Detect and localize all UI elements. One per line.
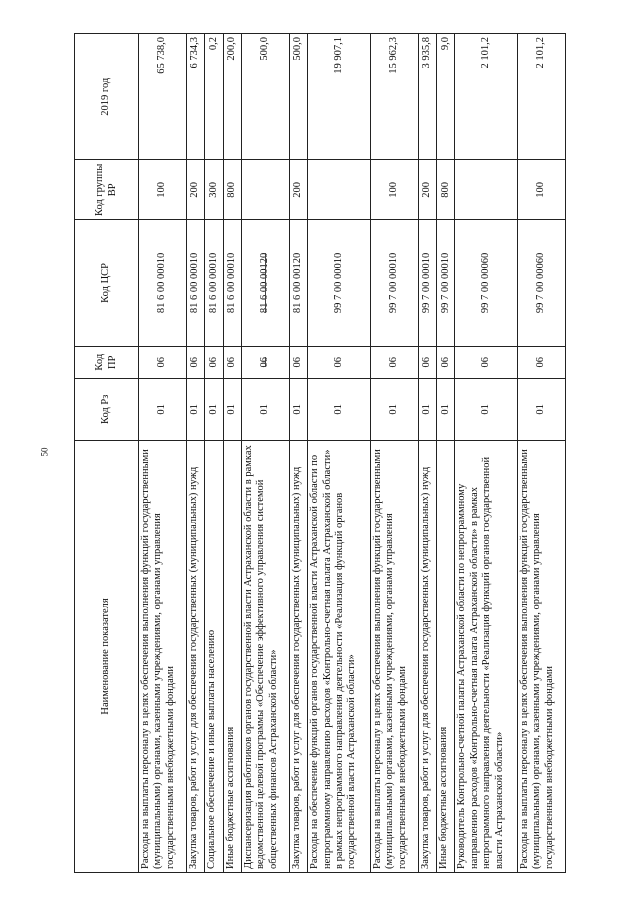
table-header-row bbox=[74, 33, 138, 872]
header-pr: Код ПР bbox=[74, 346, 138, 378]
row-pr: 06 bbox=[454, 346, 517, 378]
row-csr: 99 7 00 00010 bbox=[370, 219, 418, 345]
row-rz: 01 bbox=[289, 378, 307, 440]
row-rz: 01 bbox=[204, 378, 222, 440]
row-year: 3 935,8 bbox=[418, 33, 436, 159]
row-rz: 01 bbox=[186, 378, 204, 440]
row-vr: 200 bbox=[418, 159, 436, 219]
row-rz: 01 bbox=[223, 378, 241, 440]
row-csr: 81 6 00 00010 bbox=[186, 219, 204, 345]
table-row bbox=[223, 33, 241, 872]
row-vr: 200 bbox=[289, 159, 307, 219]
row-year: 2 101,2 bbox=[517, 33, 565, 159]
row-vr bbox=[307, 159, 370, 219]
row-pr: 06 bbox=[223, 346, 241, 378]
table-row bbox=[289, 33, 307, 872]
table-row bbox=[241, 33, 289, 872]
row-name: Руководитель Контрольно-счетной палаты Астраханской области по непрограммному направлению расходов «Контрольно-счетная палата Астраханской области» в рамках непрограммного направления деятельности «Реализация функций органов государственной власти Астраханской области» bbox=[454, 440, 517, 872]
row-name: Расходы на обеспечение функций органов государственной власти Астраханской области по непрограммному направлению расходов «Контрольно-счетная палата Астраханской области» в рамках непрограммного направления деятельности «Реализация функций органов государственной власти Астраханской области» bbox=[307, 440, 370, 872]
row-rz: 01 bbox=[307, 378, 370, 440]
page-number: 50 bbox=[39, 447, 50, 457]
row-csr bbox=[241, 219, 289, 345]
row-pr: 06 bbox=[204, 346, 222, 378]
row-name: Расходы на выплаты персоналу в целях обеспечения выполнения функций государственными (муниципальными) органами, казенными учреждениями, органами управления государственными внебюджетными фондами bbox=[370, 440, 418, 872]
row-csr: 99 7 00 00060 bbox=[454, 219, 517, 345]
row-year: 65 738,0 bbox=[138, 33, 186, 159]
row-year: 2 101,2 bbox=[454, 33, 517, 159]
row-pr-struck: 06 bbox=[258, 356, 270, 367]
row-pr: 06 bbox=[307, 346, 370, 378]
row-name: Иные бюджетные ассигнования bbox=[223, 440, 241, 872]
row-vr: 200 bbox=[186, 159, 204, 219]
row-csr: 99 7 00 00010 bbox=[418, 219, 436, 345]
table-row bbox=[418, 33, 436, 872]
row-name: Расходы на выплаты персоналу в целях обеспечения выполнения функций государственными (муниципальными) органами, казенными учреждениями, органами управления государственными внебюджетными фондами bbox=[517, 440, 565, 872]
budget-table bbox=[74, 33, 566, 873]
row-vr: 100 bbox=[517, 159, 565, 219]
row-rz: 01 bbox=[517, 378, 565, 440]
table-row bbox=[454, 33, 517, 872]
row-name: Закупка товаров, работ и услуг для обеспечения государственных (муниципальных) нужд bbox=[289, 440, 307, 872]
header-rz: Код Рз bbox=[74, 378, 138, 440]
row-rz: 01 bbox=[138, 378, 186, 440]
table-row bbox=[204, 33, 222, 872]
row-pr: 06 bbox=[370, 346, 418, 378]
row-year: 6 734,3 bbox=[186, 33, 204, 159]
row-csr: 81 6 00 00010 bbox=[138, 219, 186, 345]
row-csr-struck: 81 6 00 00120 bbox=[258, 252, 270, 313]
row-name: Социальное обеспечение и иные выплаты населению bbox=[204, 440, 222, 872]
table-row bbox=[138, 33, 186, 872]
row-csr: 99 7 00 00060 bbox=[517, 219, 565, 345]
row-name: Диспансеризация работников органов государственной власти Астраханской области в рамках ведомственной целевой программы «Обеспечение эффективного управления системой общественных финансов Астраханской области» bbox=[241, 440, 289, 872]
header-name: Наименование показателя bbox=[74, 440, 138, 872]
row-year: 9,0 bbox=[436, 33, 454, 159]
row-year: 500,0 bbox=[289, 33, 307, 159]
header-vr: Код группы ВР bbox=[74, 159, 138, 219]
row-csr: 81 6 00 00010 bbox=[204, 219, 222, 345]
row-pr: 06 bbox=[418, 346, 436, 378]
row-year: 500,0 bbox=[241, 33, 289, 159]
rotated-budget-table-sheet bbox=[74, 33, 566, 873]
row-pr: 06 bbox=[289, 346, 307, 378]
row-rz: 01 bbox=[454, 378, 517, 440]
row-name: Закупка товаров, работ и услуг для обеспечения государственных (муниципальных) нужд bbox=[418, 440, 436, 872]
row-pr bbox=[241, 346, 289, 378]
row-csr: 81 6 00 00120 bbox=[289, 219, 307, 345]
row-rz: 01 bbox=[436, 378, 454, 440]
row-pr: 06 bbox=[138, 346, 186, 378]
row-vr: 100 bbox=[138, 159, 186, 219]
header-year: 2019 год bbox=[74, 33, 138, 159]
row-name: Расходы на выплаты персоналу в целях обеспечения выполнения функций государственными (муниципальными) органами, казенными учреждениями, органами управления государственными внебюджетными фондами bbox=[138, 440, 186, 872]
row-name: Закупка товаров, работ и услуг для обеспечения государственных (муниципальных) нужд bbox=[186, 440, 204, 872]
row-vr bbox=[241, 159, 289, 219]
row-name: Иные бюджетные ассигнования bbox=[436, 440, 454, 872]
row-vr: 800 bbox=[436, 159, 454, 219]
row-vr: 800 bbox=[223, 159, 241, 219]
row-csr: 99 7 00 00010 bbox=[436, 219, 454, 345]
table-row bbox=[517, 33, 565, 872]
row-pr: 06 bbox=[517, 346, 565, 378]
row-year: 0,2 bbox=[204, 33, 222, 159]
row-csr: 81 6 00 00010 bbox=[223, 219, 241, 345]
row-vr bbox=[454, 159, 517, 219]
row-rz: 01 bbox=[370, 378, 418, 440]
row-vr: 100 bbox=[370, 159, 418, 219]
table-row bbox=[186, 33, 204, 872]
row-csr: 99 7 00 00010 bbox=[307, 219, 370, 345]
table-row bbox=[370, 33, 418, 872]
row-year: 15 962,3 bbox=[370, 33, 418, 159]
row-rz: 01 bbox=[418, 378, 436, 440]
table-row bbox=[307, 33, 370, 872]
row-pr: 06 bbox=[186, 346, 204, 378]
row-pr: 06 bbox=[436, 346, 454, 378]
table-row bbox=[436, 33, 454, 872]
row-year: 19 907,1 bbox=[307, 33, 370, 159]
row-vr: 300 bbox=[204, 159, 222, 219]
row-rz: 01 bbox=[241, 378, 289, 440]
header-csr: Код ЦСР bbox=[74, 219, 138, 345]
row-year: 200,0 bbox=[223, 33, 241, 159]
